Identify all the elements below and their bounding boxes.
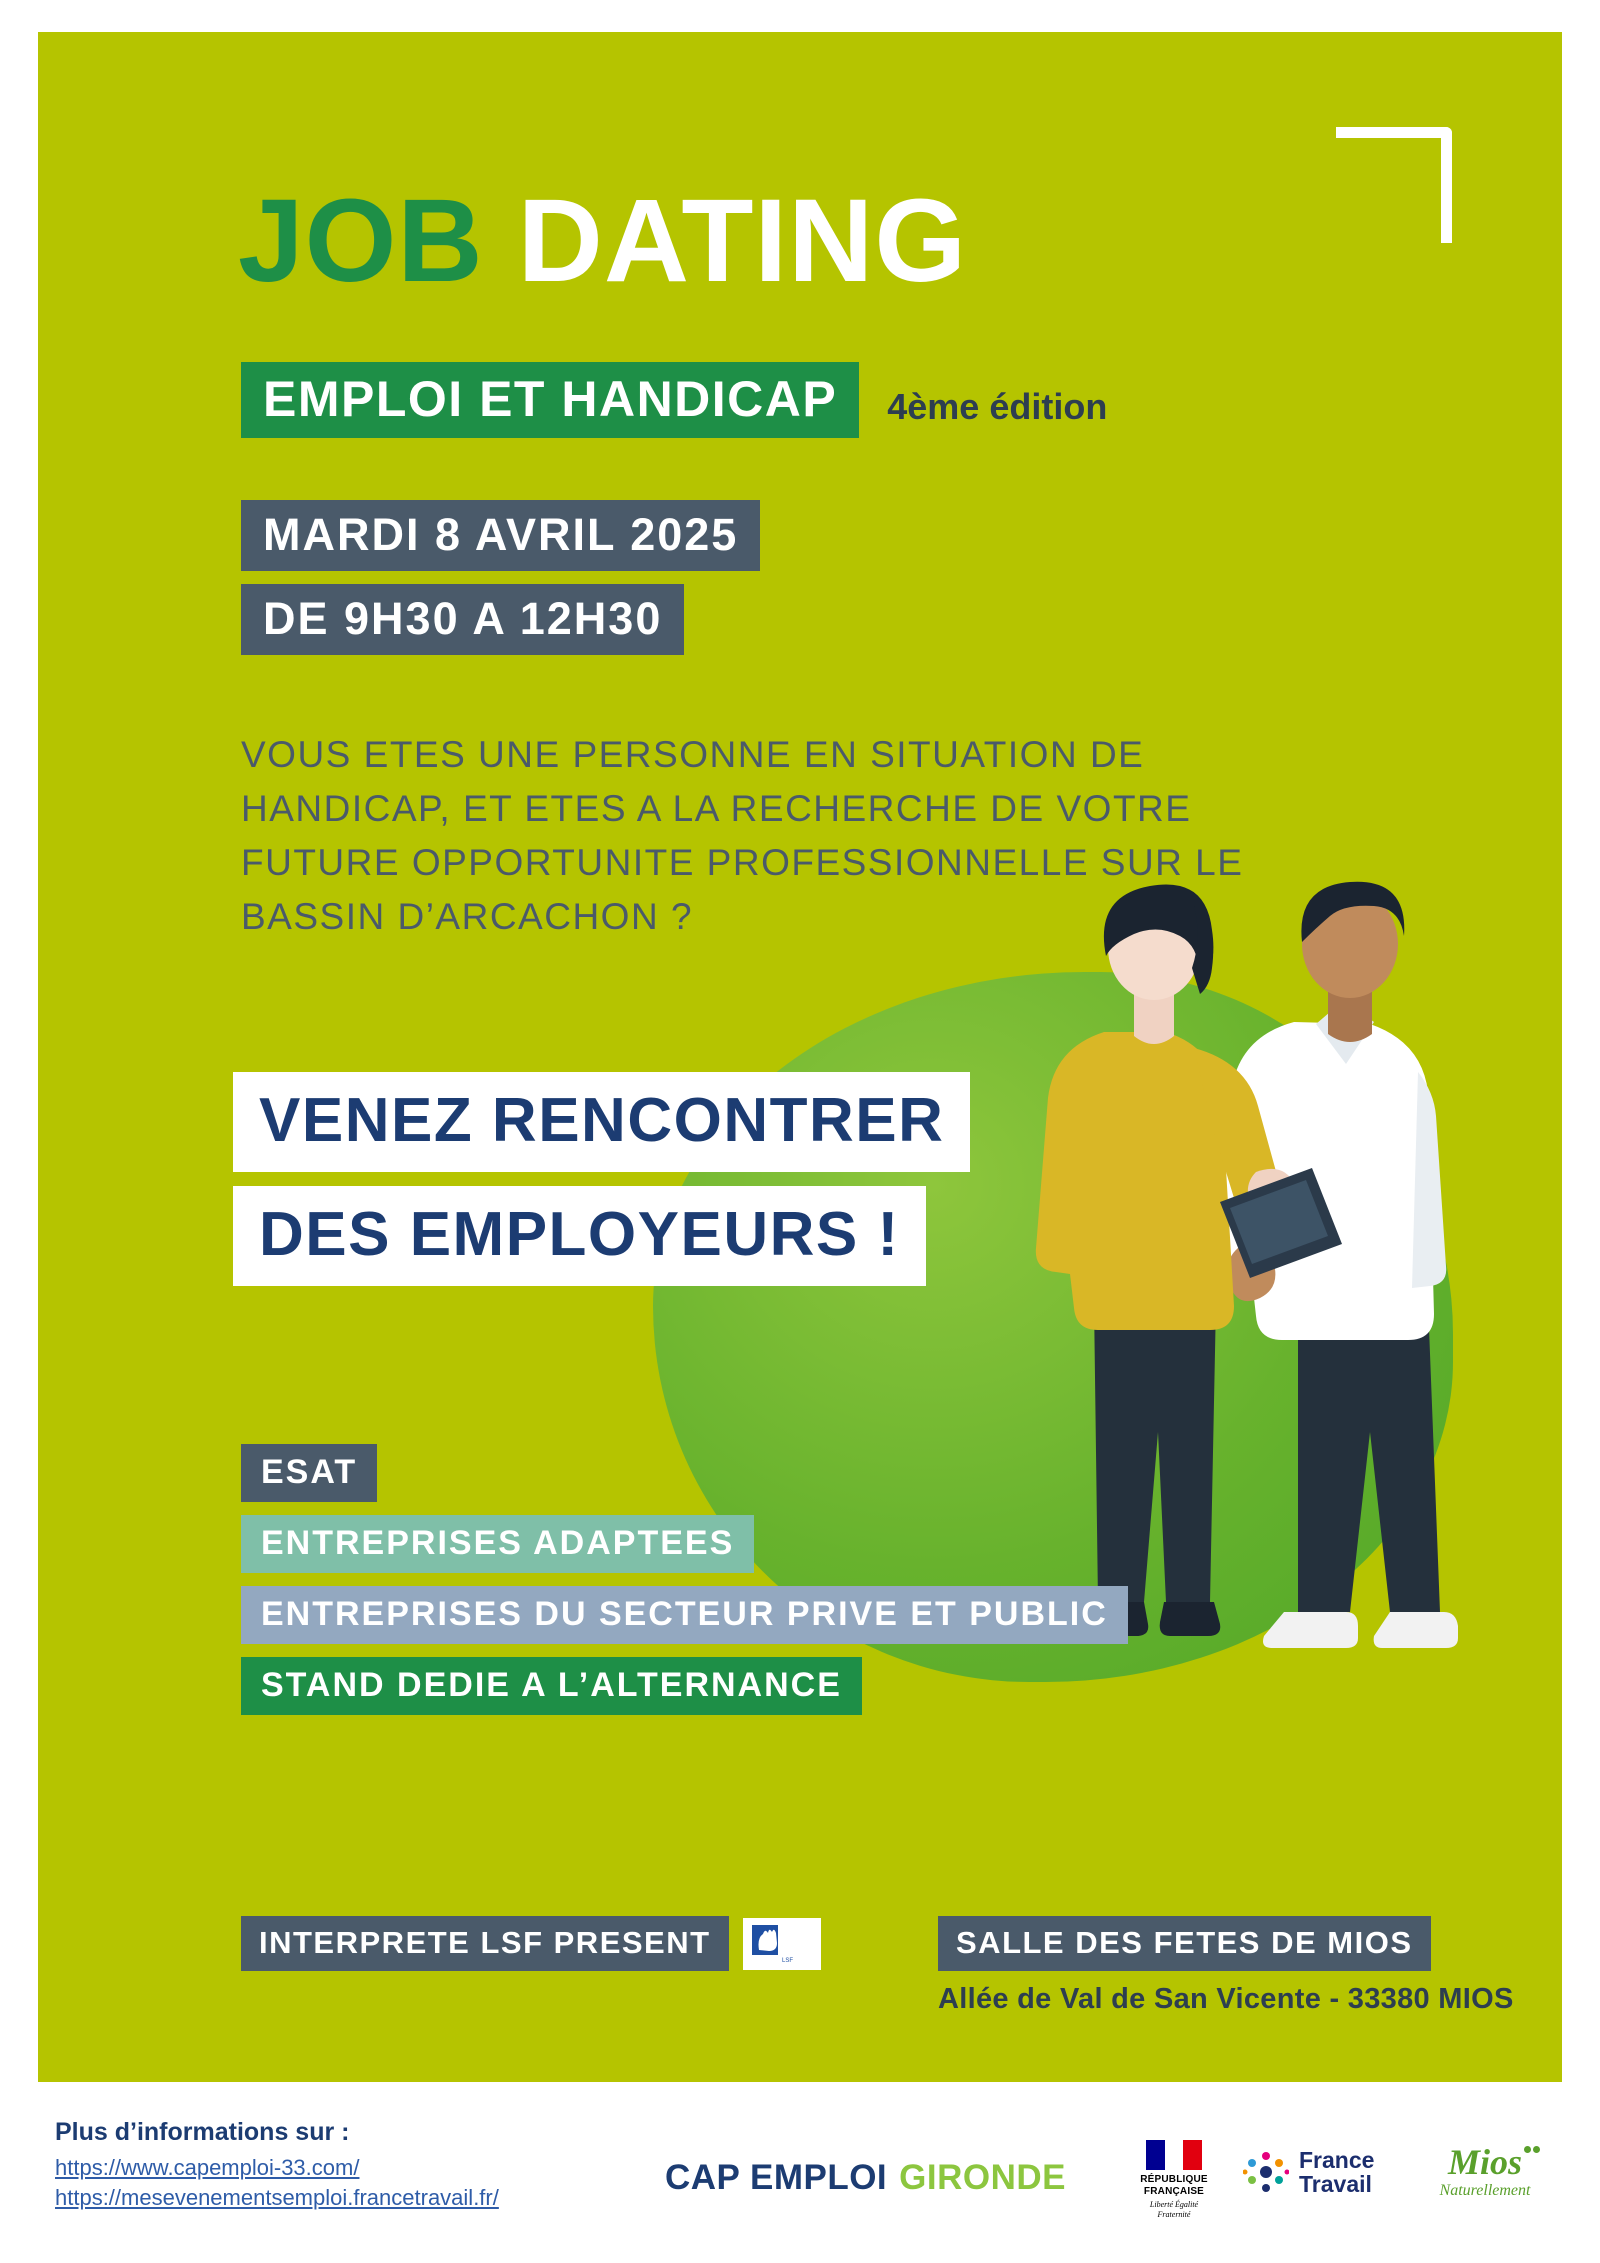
highlight-line-1: VENEZ RENCONTRER bbox=[233, 1072, 970, 1172]
france-travail-logo bbox=[1243, 2148, 1374, 2196]
tag-stand-alternance: STAND DEDIE A L’ALTERNANCE bbox=[241, 1657, 862, 1715]
date-line-2: DE 9H30 A 12H30 bbox=[241, 584, 684, 655]
date-banners bbox=[241, 500, 760, 668]
link-mesevenementsemploi[interactable]: https://mesevenementsemploi.francetravail.fr/ bbox=[55, 2184, 499, 2210]
lsf-info bbox=[241, 1916, 821, 1971]
svg-text:LSF: LSF bbox=[781, 1957, 793, 1964]
french-flag-icon bbox=[1146, 2140, 1202, 2170]
sign-language-icon bbox=[743, 1918, 821, 1970]
footer-bar bbox=[0, 2100, 1600, 2263]
mios-dots-icon bbox=[1522, 2140, 1540, 2158]
footer-info-lead: Plus d’informations sur : bbox=[55, 2118, 350, 2146]
lsf-label: INTERPRETE LSF PRESENT bbox=[241, 1916, 729, 1971]
subtitle-banner: EMPLOI ET HANDICAP bbox=[241, 362, 859, 438]
edition-label: 4ème édition bbox=[887, 386, 1108, 427]
cap-emploi-text: CAP EMPLOI bbox=[665, 2158, 888, 2197]
republique-motto: Liberté Égalité Fraternité bbox=[1149, 2200, 1199, 2219]
mios-word: Mios bbox=[1447, 2142, 1523, 2182]
poster-subtitle-row bbox=[241, 362, 1107, 438]
mios-tagline: Naturellement bbox=[1439, 2182, 1531, 2199]
venue-title: SALLE DES FETES DE MIOS bbox=[938, 1916, 1431, 1971]
category-tag-list bbox=[241, 1444, 1128, 1728]
venue-address: Allée de Val de San Vicente - 33380 MIOS bbox=[938, 1983, 1514, 2015]
republique-title: RÉPUBLIQUE FRANÇAISE bbox=[1140, 2174, 1208, 2197]
poster-canvas bbox=[38, 32, 1562, 2082]
mios-logo bbox=[1420, 2144, 1550, 2200]
corner-bracket-decoration bbox=[1336, 127, 1452, 243]
cap-gironde-text: GIRONDE bbox=[899, 2158, 1067, 2197]
tag-esat: ESAT bbox=[241, 1444, 377, 1502]
title-dating: DATING bbox=[517, 175, 968, 307]
link-capemploi[interactable]: https://www.capemploi-33.com/ bbox=[55, 2155, 360, 2180]
tag-secteur-prive-public: ENTREPRISES DU SECTEUR PRIVE ET PUBLIC bbox=[241, 1586, 1128, 1644]
highlight-line-2: DES EMPLOYEURS ! bbox=[233, 1186, 926, 1286]
intro-paragraph: VOUS ETES UNE PERSONNE EN SITUATION DE HANDICAP, ET ETES A LA RECHERCHE DE VOTRE FUTURE OPPORTUNITE PROFESSIONNELLE SUR LE BASSIN D’ARCACHON ? bbox=[241, 734, 1244, 938]
france-travail-line2: Travail bbox=[1299, 2171, 1372, 2198]
highlight-block bbox=[233, 1072, 970, 1300]
venue-info bbox=[938, 1916, 1514, 2016]
poster-title bbox=[238, 175, 968, 307]
footer-info bbox=[55, 2118, 499, 2212]
date-line-1: MARDI 8 AVRIL 2025 bbox=[241, 500, 760, 571]
tag-entreprises-adaptees: ENTREPRISES ADAPTEES bbox=[241, 1515, 754, 1573]
republique-francaise-logo bbox=[1135, 2140, 1213, 2220]
france-travail-text bbox=[1299, 2148, 1374, 2196]
france-travail-line1: France bbox=[1299, 2147, 1375, 2173]
france-travail-dots-icon bbox=[1243, 2149, 1289, 2195]
cap-emploi-gironde-logo bbox=[665, 2158, 1066, 2198]
title-job: JOB bbox=[238, 175, 484, 307]
